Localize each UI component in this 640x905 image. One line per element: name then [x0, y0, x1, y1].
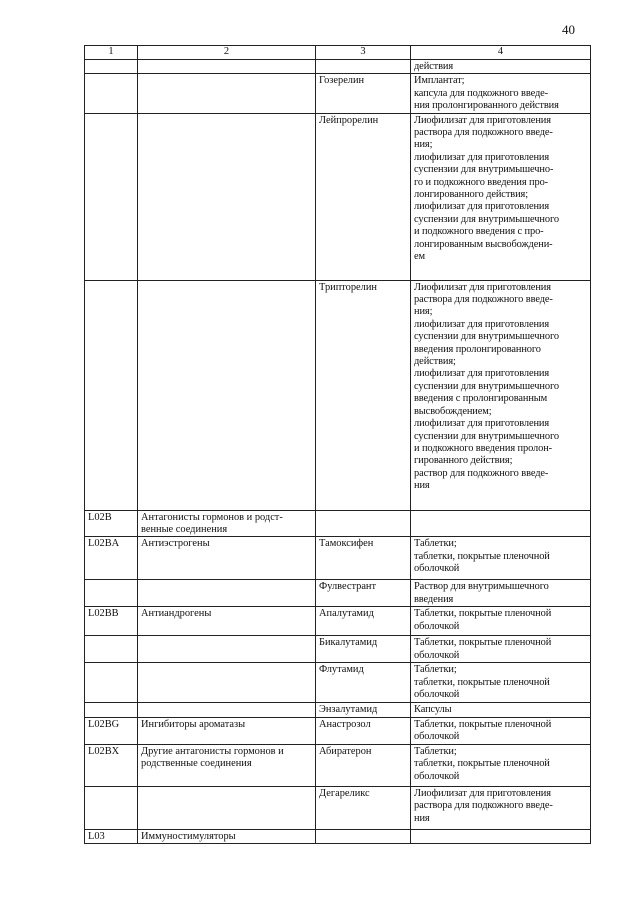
- table-row: [85, 510, 591, 537]
- table-row: [85, 113, 591, 280]
- table-row: [85, 60, 591, 74]
- dosage-form-cell: [411, 829, 591, 843]
- table-row: [85, 663, 591, 703]
- drug-name-cell: [316, 60, 411, 74]
- table-row: [85, 74, 591, 113]
- atc-code-cell: [85, 60, 138, 74]
- table-row: [85, 744, 591, 786]
- atc-code-cell: L02BG: [85, 717, 138, 744]
- table-row: [85, 636, 591, 663]
- drug-name-cell: Энзалутамид: [316, 703, 411, 717]
- table-row: [85, 537, 591, 580]
- group-cell: [138, 636, 316, 663]
- header-col-3: 3: [316, 46, 411, 60]
- drug-table: [84, 45, 591, 844]
- dosage-form-cell: Таблетки; таблетки, покрытые пленочной оболочкой: [411, 537, 591, 580]
- group-cell: [138, 113, 316, 280]
- dosage-form-cell: Таблетки; таблетки, покрытые пленочной оболочкой: [411, 744, 591, 786]
- dosage-form-cell: действия: [411, 60, 591, 74]
- group-cell: [138, 663, 316, 703]
- dosage-form-cell: Таблетки; таблетки, покрытые пленочной оболочкой: [411, 663, 591, 703]
- table-row: [85, 703, 591, 717]
- drug-name-cell: [316, 829, 411, 843]
- table-row: [85, 786, 591, 829]
- group-cell: Антиэстрогены: [138, 537, 316, 580]
- dosage-form-cell: Таблетки, покрытые пленочной оболочкой: [411, 717, 591, 744]
- group-cell: Антиандрогены: [138, 607, 316, 636]
- dosage-form-cell: Таблетки, покрытые пленочной оболочкой: [411, 636, 591, 663]
- dosage-form-cell: Имплантат; капсула для подкожного введе- ния пролонгированного действия: [411, 74, 591, 113]
- page-number: 40: [562, 22, 575, 37]
- atc-code-cell: [85, 703, 138, 717]
- drug-name-cell: Флутамид: [316, 663, 411, 703]
- group-cell: [138, 280, 316, 510]
- atc-code-cell: [85, 663, 138, 703]
- atc-code-cell: [85, 74, 138, 113]
- drug-name-cell: [316, 510, 411, 537]
- dosage-form-cell: Таблетки, покрытые пленочной оболочкой: [411, 607, 591, 636]
- atc-code-cell: [85, 636, 138, 663]
- group-cell: [138, 786, 316, 829]
- atc-code-cell: [85, 786, 138, 829]
- header-row: [85, 46, 591, 60]
- atc-code-cell: L03: [85, 829, 138, 843]
- group-cell: Другие антагонисты гормонов и родственные соединения: [138, 744, 316, 786]
- dosage-form-cell: Лиофилизат для приготовления раствора для подкожного введе- ния: [411, 786, 591, 829]
- drug-name-cell: Бикалутамид: [316, 636, 411, 663]
- dosage-form-cell: Раствор для внутримышечного введения: [411, 580, 591, 607]
- dosage-form-cell: Лиофилизат для приготовления раствора для подкожного введе- ния; лиофилизат для приготовления суспензии для внутримышечно- го и подкожного введения про- лонгированного действия; лиофилизат для приготовления суспензии для внутримышечного и подкожного введения с про- лонгированным высвобождени- ем: [411, 113, 591, 280]
- dosage-form-cell: Капсулы: [411, 703, 591, 717]
- table-row: [85, 829, 591, 843]
- drug-name-cell: Лейпрорелин: [316, 113, 411, 280]
- group-cell: [138, 580, 316, 607]
- drug-name-cell: Гозерелин: [316, 74, 411, 113]
- table-row: [85, 717, 591, 744]
- group-cell: [138, 60, 316, 74]
- table-row: [85, 280, 591, 510]
- drug-name-cell: Трипторелин: [316, 280, 411, 510]
- drug-name-cell: Фулвестрант: [316, 580, 411, 607]
- header-col-1: 1: [85, 46, 138, 60]
- header-col-4: 4: [411, 46, 591, 60]
- group-cell: [138, 703, 316, 717]
- atc-code-cell: [85, 280, 138, 510]
- atc-code-cell: L02BX: [85, 744, 138, 786]
- dosage-form-cell: [411, 510, 591, 537]
- drug-name-cell: Абиратерон: [316, 744, 411, 786]
- drug-name-cell: Анастрозол: [316, 717, 411, 744]
- drug-name-cell: Дегареликс: [316, 786, 411, 829]
- drug-name-cell: Апалутамид: [316, 607, 411, 636]
- table-body: [85, 60, 591, 844]
- atc-code-cell: L02BB: [85, 607, 138, 636]
- dosage-form-cell: Лиофилизат для приготовления раствора для подкожного введе- ния; лиофилизат для приготовления суспензии для внутримышечного введения пролонгированного действия; лиофилизат для приготовления суспензии для внутримышечного введения с пролонгированным высвобождением; лиофилизат для приготовления суспензии для внутримышечного и подкожного введения пролон- гированного действия; раствор для подкожного введе- ния: [411, 280, 591, 510]
- drug-name-cell: Тамоксифен: [316, 537, 411, 580]
- group-cell: [138, 74, 316, 113]
- atc-code-cell: L02BA: [85, 537, 138, 580]
- table-row: [85, 580, 591, 607]
- atc-code-cell: [85, 113, 138, 280]
- group-cell: Антагонисты гормонов и родст- венные соединения: [138, 510, 316, 537]
- group-cell: Иммуностимуляторы: [138, 829, 316, 843]
- atc-code-cell: [85, 580, 138, 607]
- table-row: [85, 607, 591, 636]
- group-cell: Ингибиторы ароматазы: [138, 717, 316, 744]
- atc-code-cell: L02B: [85, 510, 138, 537]
- header-col-2: 2: [138, 46, 316, 60]
